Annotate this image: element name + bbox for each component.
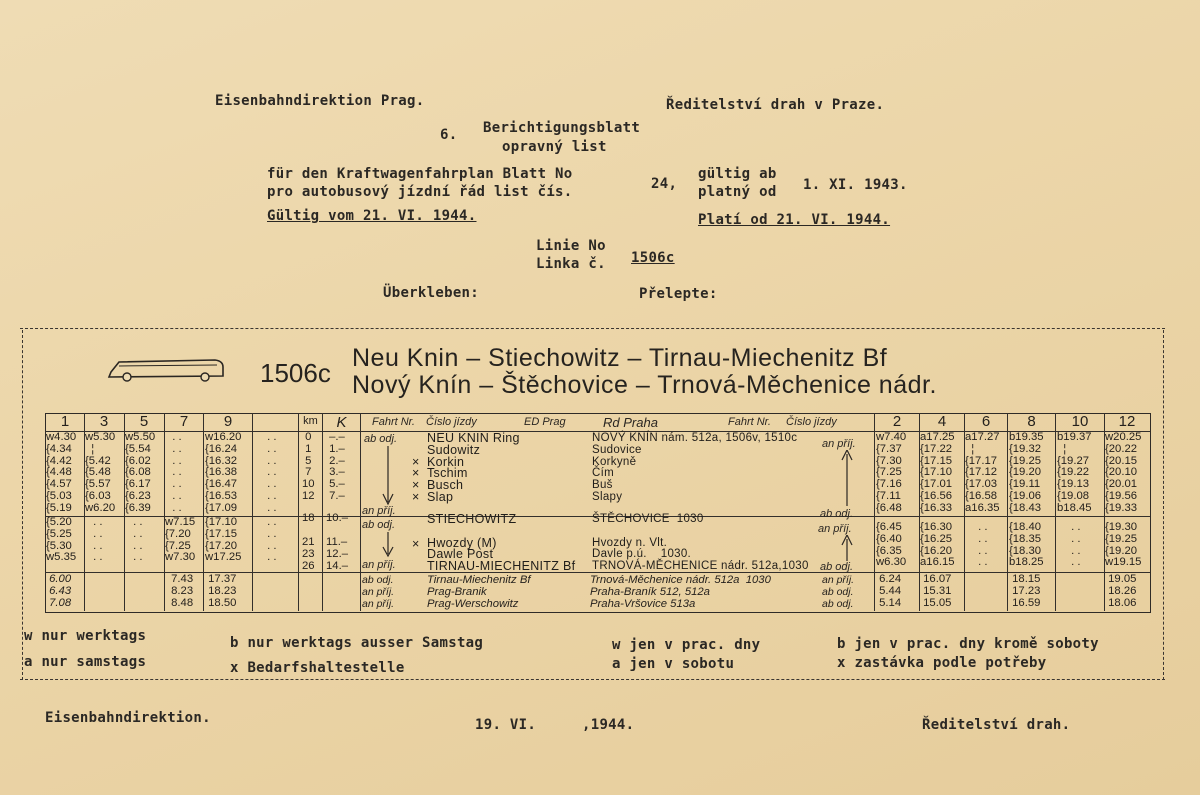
block3-col-9: 17.37 18.23 18.50 <box>208 573 237 609</box>
block2-col-12: {19.30 {19.25 {19.20 w19.15 <box>1105 521 1142 569</box>
rd-praha-header: Rd Praha <box>603 415 658 430</box>
col-divider <box>164 413 165 611</box>
block1-col-8: b19.35 {19.32 {19.25 {19.20 {19.11 {19.06 {18.43 <box>1009 431 1044 514</box>
paste-de: Überkleben: <box>383 285 480 301</box>
fahrt-nr-header: Fahrt Nr. <box>372 416 415 428</box>
block3-col-8: 18.15 17.23 16.59 <box>1012 573 1041 609</box>
block2-stops-cz: ŠTĚCHOVICE 1030 Hvozdy n. Vlt. Davle p.ú. 1030. TRNOVÁ-MĚCHENICE nádr. 512a,1030 <box>592 513 809 573</box>
block2-km: 18 21 23 26 <box>302 512 315 572</box>
line-cz: Linka č. <box>536 256 606 272</box>
block2-col-8: {18.40 {18.35 {18.30 b18.25 <box>1009 521 1044 569</box>
block3-col-2: 6.24 5.44 5.14 <box>879 573 902 609</box>
block3-col-4: 16.07 15.31 15.05 <box>923 573 952 609</box>
block1-col-7: . . . . . . . . . . . . . . <box>172 431 182 514</box>
block1-dep-label: ab odj. <box>364 433 398 445</box>
block2-col-9: {17.10 {17.15 {17.20 w17.25 <box>205 516 242 564</box>
block1-stops-de: NEU KNIN Ring Sudowitz Korkin Tschim Busch Slap <box>427 431 520 504</box>
legend-b-de: b nur werktags ausser Samstag <box>230 635 484 651</box>
block2-dep-label-right: ab odj. <box>820 508 854 520</box>
down-arrow-icon <box>381 446 395 506</box>
block3-labels-right: an příj. ab odj. ab odj. <box>822 574 855 610</box>
col-header-12: 12 <box>1118 413 1136 430</box>
sheet-reference: 24, <box>651 176 678 192</box>
col-header-7: 7 <box>179 413 189 430</box>
line-code: 1506c <box>260 358 331 388</box>
block2-fare: 10.– 11.– 12.– 14.– <box>326 512 348 572</box>
block3-col-12: 19.05 18.26 18.06 <box>1108 573 1137 609</box>
block2-col-3: . . . . . . . . <box>93 516 103 564</box>
col-divider <box>874 413 875 611</box>
right-authority: Ředitelství drah v Praze. <box>666 97 885 113</box>
block1-col-10: b19.37 ¦ {19.27 {19.22 {19.13 {19.08 b18.45 <box>1057 431 1092 514</box>
title-de: Berichtigungsblatt <box>483 120 641 136</box>
block1-col-9-extra: . . . . . . . . . . . . . . <box>267 431 277 514</box>
cut-line-top <box>20 328 1165 329</box>
block2-col-1: {5.20 {5.25 {5.30 w5.35 <box>46 516 77 564</box>
block1-arr-label-right: an příj. <box>822 438 856 450</box>
col-header-6: 6 <box>981 413 991 430</box>
block2-markers: × <box>412 537 420 551</box>
down-arrow-icon <box>381 532 395 558</box>
k-header: K <box>336 414 347 431</box>
cislo-jizdy-header: Číslo jízdy <box>426 416 477 428</box>
col-divider <box>360 413 361 611</box>
col-header-1: 1 <box>60 413 70 430</box>
block3-stops-cz: Trnová-Měchenice nádr. 512a 1030 Praha-Braník 512, 512a Praha-Vršovice 513a <box>590 574 771 610</box>
block1-fare: –.– 1.– 2.– 3.– 5.– 7.– <box>329 431 345 502</box>
effective-de: Gültig vom 21. VI. 1944. <box>267 208 477 224</box>
block1-col-2: w7.40 {7.37 {7.30 {7.25 {7.16 {7.11 {6.48 <box>876 431 907 514</box>
footer-date-day: 19. VI. <box>475 717 537 733</box>
ed-prag-header: ED Prag <box>524 416 566 428</box>
paste-cz: Přelepte: <box>639 286 718 302</box>
block1-markers: × × × × <box>412 454 420 504</box>
block1-col-12: w20.25 {20.22 {20.15 {20.10 {20.01 {19.56 {19.33 <box>1105 431 1142 514</box>
block2-col-2: {6.45 {6.40 {6.35 w6.30 <box>876 521 907 569</box>
block2-arr-label-right: an příj. <box>818 523 852 535</box>
col-header-8: 8 <box>1027 413 1036 430</box>
cut-line-right <box>1163 330 1164 680</box>
block2-dep-label: ab odj. <box>362 519 396 531</box>
legend-x-de: x Bedarfshaltestelle <box>230 660 405 676</box>
up-arrow-icon <box>840 450 854 506</box>
legend-x-cz: x zastávka podle potřeby <box>837 655 1047 671</box>
reference-de: für den Kraftwagenfahrplan Blatt No <box>267 166 573 182</box>
block1-col-5: w5.50 {5.54 {6.02 {6.08 {6.17 {6.23 {6.39 <box>125 431 156 514</box>
block3-col-1: 6.00 6.43 7.08 <box>49 573 72 609</box>
title-cz: opravný list <box>502 139 607 155</box>
up-arrow-icon <box>840 535 854 561</box>
col-header-3: 3 <box>99 413 109 430</box>
cut-line-bottom <box>20 679 1165 680</box>
col-divider <box>1055 413 1056 611</box>
col-header-10: 10 <box>1071 413 1089 430</box>
block2-col-9-extra: . . . . . . . . <box>267 516 277 564</box>
block1-col-1: w4.30 {4.34 {4.42 {4.48 {4.57 {5.03 {5.19 <box>46 431 77 514</box>
footer-date-year: ,1944. <box>582 717 635 733</box>
effective-cz: Platí od 21. VI. 1944. <box>698 212 891 228</box>
col-divider <box>203 413 204 611</box>
valid-date: 1. XI. 1943. <box>803 177 908 193</box>
footer-right: Ředitelství drah. <box>922 717 1071 733</box>
block1-col-3: w5.30 ¦ {5.42 {5.48 {5.57 {6.03 w6.20 <box>85 431 116 514</box>
footer-left: Eisenbahndirektion. <box>45 710 211 726</box>
block1-arr-label: an příj. <box>362 505 396 517</box>
block1-col-9: w16.20 {16.24 {16.32 {16.38 {16.47 {16.53 {17.09 <box>205 431 242 514</box>
bus-icon <box>105 352 227 384</box>
block1-stops-cz: NOVÝ KNÍN nám. 512a, 1506v, 1510c Sudovice Korkyně Čím Buš Slapy <box>592 432 798 503</box>
col-header-5: 5 <box>139 413 149 430</box>
block2-arr-label: an příj. <box>362 559 396 571</box>
sheet-number: 6. <box>440 127 458 143</box>
block1-km: 0 1 5 7 10 12 <box>302 431 315 502</box>
block3-stops-de: Tirnau-Miechenitz Bf Prag-Branik Prag-Werschowitz <box>427 574 531 610</box>
fahrt-nr-header-2: Fahrt Nr. <box>728 416 771 428</box>
left-authority: Eisenbahndirektion Prag. <box>215 93 425 109</box>
valid-de-label: gültig ab <box>698 166 777 182</box>
legend-w-de: w nur werktags <box>24 628 147 644</box>
block2-stops-de: STIECHOWITZ Hwozdy (M) Dawle Post TIRNAU-MIECHENITZ Bf <box>427 512 576 574</box>
valid-cz-label: platný od <box>698 184 777 200</box>
col-header-9: 9 <box>223 413 233 430</box>
km-header: km <box>303 415 318 427</box>
block2-col-7: w7.15 {7.20 {7.25 w7.30 <box>165 516 196 564</box>
line-de: Linie No <box>536 238 606 254</box>
block2-col-6: . . . . . . . . <box>978 521 988 569</box>
block3-col-7: 7.43 8.23 8.48 <box>171 573 194 609</box>
reference-cz: pro autobusový jízdní řád list čís. <box>267 184 573 200</box>
col-divider <box>322 413 323 611</box>
col-header-2: 2 <box>892 413 902 430</box>
block2-col-5: . . . . . . . . <box>133 516 143 564</box>
legend-a-de: a nur samstags <box>24 654 147 670</box>
block3-labels-left: ab odj. an příj. an příj. <box>362 574 395 610</box>
block1-col-6: a17.27 ¦ {17.17 {17.12 {17.03 {16.58 a16.35 <box>965 431 1000 514</box>
col-divider <box>298 413 299 611</box>
line-number: 1506c <box>631 250 675 266</box>
col-divider <box>252 413 253 611</box>
block2-col-4: {16.30 {16.25 {16.20 a16.15 <box>920 521 955 569</box>
legend-b-cz: b jen v prac. dny kromě soboty <box>837 636 1099 652</box>
cislo-jizdy-header-2: Číslo jízdy <box>786 416 837 428</box>
cut-line-left <box>22 330 23 680</box>
block1-col-4: a17.25 {17.22 {17.15 {17.10 {17.01 {16.56 {16.33 <box>920 431 955 514</box>
legend-w-cz: w jen v prac. dny <box>612 637 761 653</box>
col-header-4: 4 <box>937 413 947 430</box>
route-title-de: Neu Knin – Stiechowitz – Tirnau-Miechenitz Bf <box>352 344 888 372</box>
legend-a-cz: a jen v sobotu <box>612 656 735 672</box>
route-title-cz: Nový Knín – Štěchovice – Trnová-Měchenice nádr. <box>352 371 937 399</box>
block2-col-10: . . . . . . . . <box>1071 521 1081 569</box>
col-divider <box>1007 413 1008 611</box>
block2-dep-label-right-2: ab odj. <box>820 561 854 573</box>
